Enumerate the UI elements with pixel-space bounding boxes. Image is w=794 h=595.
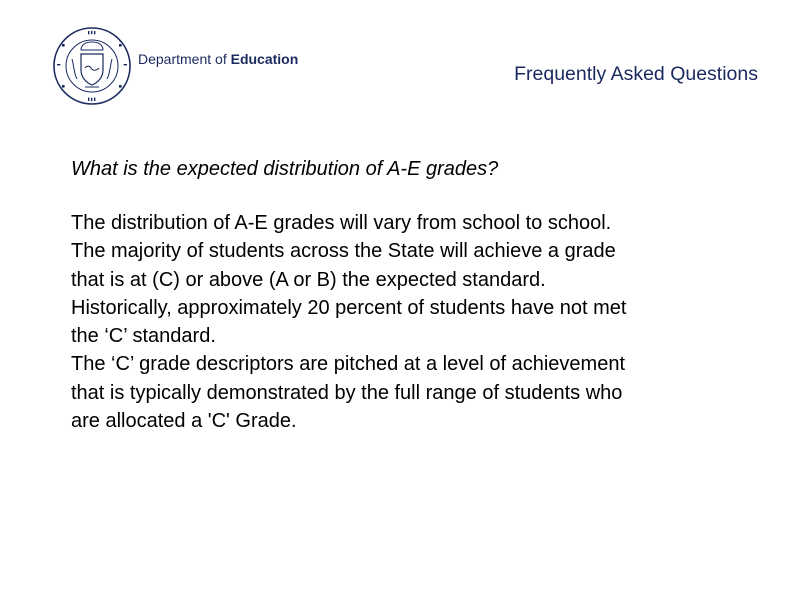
answer-line: Historically, approximately 20 percent of students have not met <box>71 296 627 319</box>
answer-line: are allocated a 'C' Grade. <box>71 410 297 433</box>
answer-line: that is at (C) or above (A or B) the expected standard. <box>71 268 546 291</box>
department-name-prefix: Department of <box>138 51 231 67</box>
department-logo <box>52 26 298 106</box>
answer-line: the ‘C’ standard. <box>71 325 216 348</box>
department-name-emphasis: Education <box>230 51 299 67</box>
government-seal-icon <box>52 26 132 106</box>
page-title: Frequently Asked Questions <box>514 63 758 85</box>
faq-question: What is the expected distribution of A-E grades? <box>71 158 499 180</box>
faq-answer <box>71 209 771 435</box>
department-name <box>138 51 298 67</box>
answer-line: The majority of students across the State will achieve a grade <box>71 240 616 263</box>
answer-line: The ‘C’ grade descriptors are pitched at a level of achievement <box>71 353 625 376</box>
answer-line: The distribution of A-E grades will vary from school to school. <box>71 212 612 234</box>
answer-line: that is typically demonstrated by the full range of students who <box>71 381 623 404</box>
